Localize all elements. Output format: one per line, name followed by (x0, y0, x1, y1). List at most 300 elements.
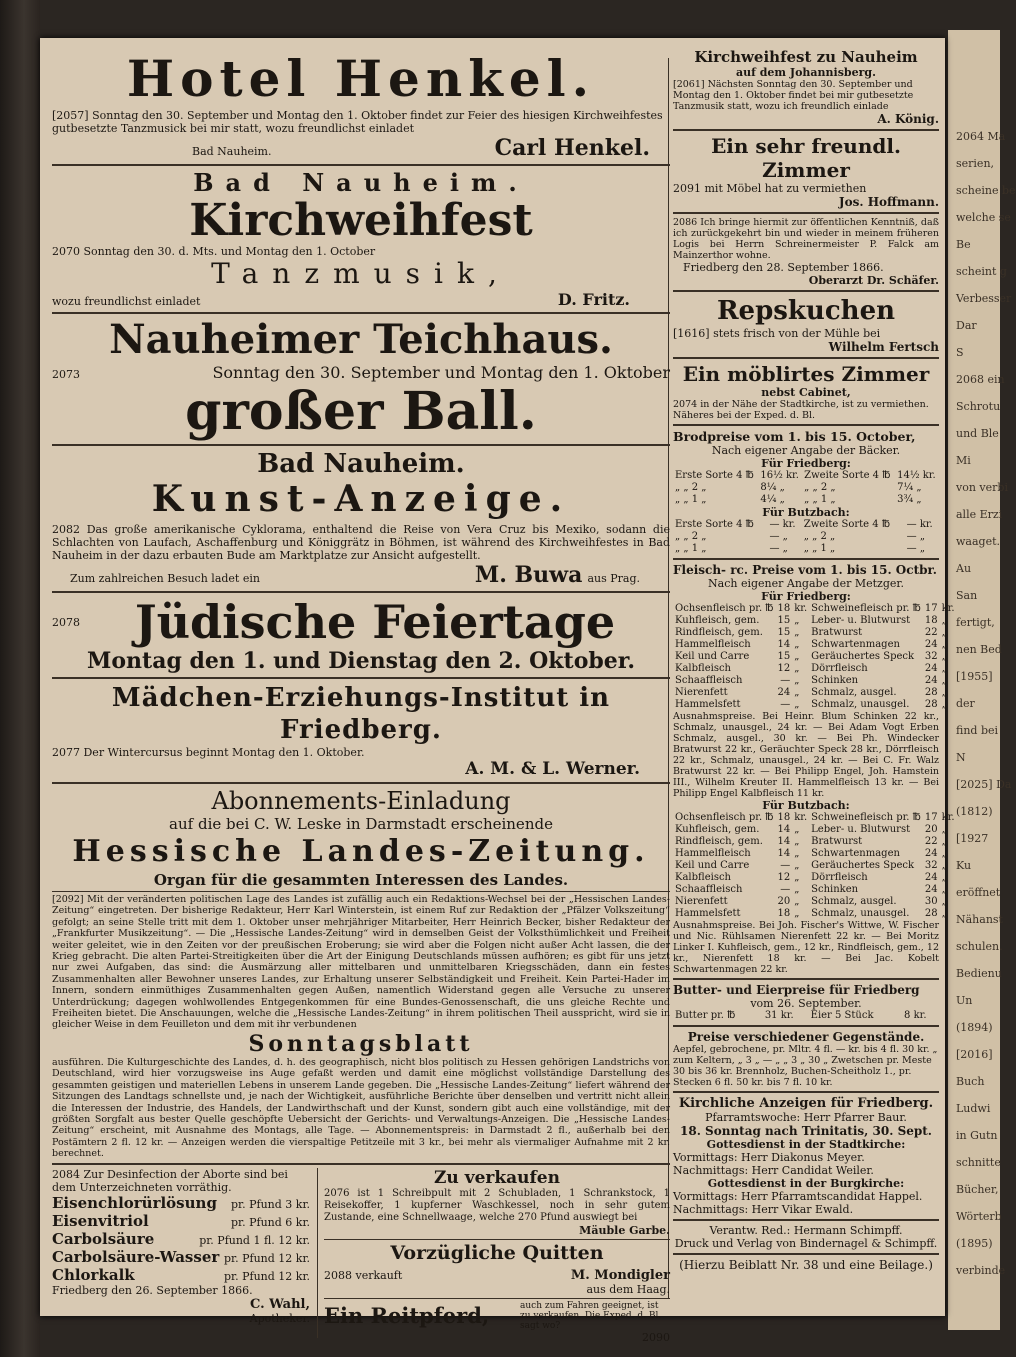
table-cell: Schmalz, ausgel. (811, 687, 897, 698)
table-cell: Schmalz, unausgel. (811, 699, 910, 710)
institut-text: 2077 Der Wintercursus beginnt Montag den 1. Oktober. (52, 746, 365, 759)
edge-fragment: welche se (956, 211, 1011, 224)
edge-fragment: fertigt, (956, 616, 995, 629)
table-cell: „ (794, 860, 800, 871)
kirche-burg-n: Nachmittags: Herr Vikar Ewald. (673, 1203, 854, 1216)
table-cell: — „ (906, 543, 925, 554)
table-cell: 24 (924, 872, 938, 883)
brod-butz-table (673, 519, 939, 555)
edge-fragment: Nähanst (956, 913, 1003, 926)
table-cell: „ (794, 687, 800, 698)
table-cell: 24 (924, 663, 938, 674)
table-row (673, 908, 957, 920)
book-binding (0, 0, 40, 1357)
edge-fragment: (1895) (956, 1237, 993, 1250)
table-cell: — (780, 699, 791, 710)
edge-fragment: (1812) (956, 805, 993, 818)
repskuchen-title: Repskuchen (716, 296, 896, 326)
table-row (673, 836, 957, 848)
fleisch-sub: Nach eigener Angabe der Metzger. (708, 577, 904, 590)
edge-fragment: S (956, 346, 964, 359)
schaefer-sign: Oberarzt Dr. Schäfer. (808, 274, 939, 287)
zimmer-sign: Jos. Hoffmann. (838, 195, 939, 209)
table-cell: Kalbfleisch (675, 663, 731, 674)
brod-title: Brodpreise vom 1. bis 15. October, (673, 429, 916, 444)
table-cell: — „ (769, 531, 788, 542)
kunst-place: Bad Nauheim. (257, 449, 465, 479)
table-cell: „ (941, 663, 947, 674)
table-row (673, 872, 957, 884)
table-row (673, 603, 957, 615)
table-cell: 17 (924, 603, 938, 614)
zimmer-text: 2091 mit Möbel hat zu vermiethen (673, 182, 867, 195)
edge-fragment: schnitte (956, 1156, 1001, 1169)
table-cell: 15 (777, 615, 791, 626)
zimmer-title: Ein sehr freundl. Zimmer (711, 134, 901, 182)
feiertage-title: Jüdische Feiertage (134, 595, 616, 649)
table-cell: 30 (924, 896, 938, 907)
edge-fragment: der (956, 697, 975, 710)
edge-fragment: Un (956, 994, 973, 1007)
table-cell: 14 (777, 836, 791, 847)
teichhaus-title: Nauheimer Teichhaus. (109, 316, 613, 363)
table-row (673, 812, 957, 824)
table-cell: 18 (777, 908, 791, 919)
table-cell: Schinken (811, 675, 859, 686)
edge-fragment: scheint g (956, 265, 1007, 278)
edge-fragment: verbinde (956, 1264, 1006, 1277)
table-cell: 12 (777, 872, 791, 883)
chlor-intro: 2084 Zur Desinfection der Aborte sind bei dem Unterzeichneten vorräthig. (52, 1167, 288, 1194)
table-cell: 22 (924, 627, 938, 638)
table-cell: „ „ 1 „ (675, 543, 707, 554)
table-cell: Hammelfleisch (675, 639, 751, 650)
table-cell: Erste Sorte 4 ℔ (675, 470, 754, 481)
abo-body2: ausführen. Die Kulturgeschichte des Landes, d. h. des geographisch, nicht blos politisch zu Hessen gehörigen Landstrichs von Deutschland, wird hier vorzugsweise ins Auge gefaßt werden und damit eine möglichst vollständige Darstellung des gesammten geistigen und materiellen Lebens in unserem Lande gegeben. Die „Hessische Landes-Zeitung“ liefert während der Sitzungen des Landtags schnellste und, je nach der Wichtigkeit, ausführliche Berichte über denselben und vertritt nicht allein die Interessen der Industrie, des Handels, der Landwirthschaft und der Kunst, sondern gibt auch eine vollständige, mit der größten Sorgfalt aus bester Quelle geschöpfte Uebersicht der Gerichts- und Verwaltungs-Anzeigen. Die „Hessische Landes-Zeitung“ erscheint, mit Ausnahme des Montags, alle Tage. — Abonnementspreis: in Darmstadt 2 fl., außerhalb bei den Postämtern 2 fl. 12 kr. — Anzeigen werden die vierspaltige Petitzeile mit 3 kr., bei mehr als viermaliger Aufnahme mit 2 kr. berechnet. (52, 1056, 670, 1160)
table-cell: kr. (941, 603, 955, 614)
newspaper-page (40, 38, 955, 1344)
right-column (673, 48, 955, 1272)
imprint-beilage: (Hierzu Beiblatt Nr. 38 und eine Beilage.) (679, 1258, 933, 1272)
kirche-burg-v: Vormittags: Herr Pfarramtscandidat Happel. (673, 1190, 923, 1203)
table-cell: Ochsenfleisch pr. ℔ (675, 812, 774, 823)
table-cell: „ (794, 675, 800, 686)
institut-sign: A. M. & L. Werner. (465, 759, 640, 779)
table-row (673, 470, 939, 482)
brod-butz: Für Butzbach: (762, 506, 850, 519)
butter-table (673, 1010, 939, 1022)
table-cell: „ „ 2 „ (675, 531, 707, 542)
chlor-item-price: pr. Pfund 12 kr. (224, 1269, 310, 1283)
rk-sub: auf dem Johannisberg. (736, 66, 876, 79)
reitpferd-title: Ein Reitpferd, (324, 1303, 490, 1329)
schaefer-date: Friedberg den 28. September 1866. (683, 261, 884, 274)
table-cell: Schweinefleisch pr. ℔ (811, 812, 921, 823)
table-cell: Zweite Sorte 4 ℔ (804, 470, 891, 481)
repskuchen-text: [1616] stets frisch von der Mühle bei (673, 327, 881, 340)
table-row (673, 896, 957, 908)
abo-body: [2092] Mit der veränderten politischen Lage des Landes ist zufällig auch ein Redaktions-Wechsel bei der „Hessischen Landes-Zeitung“ eingetreten. Der bisherige Redakteur, Herr Karl Winterstein, ist einem Ruf zur Redaktion der „Pfälzer Volkszeitung“ gefolgt; an seine Stelle tritt mit dem 1. Oktober unser mehrjähriger Mitarbeiter, Herr Heinrich Becker, bisher Redakteur der „Frankfurter Musikzeitung“. — Die „Hessische Landes-Zeitung“ wird in demselben Geist der Volksthümlichkeit und Freiheit weiter geleitet, wie in den Zeiten vor der preußischen Eroberung; sie wird aber die Folgen nicht außer Acht lassen, die der Krieg gebracht. Die alten Partei-Streitigkeiten über die Art der Einigung Deutschlands müssen aufhören; es gibt für uns jetzt nur zwei Aufgaben, das sind: die Ausmärzung aller mittelbaren und unmittelbaren Kriegsschäden, dann ein festes Zusammenhalten aller Bewohner unseres Landes, zur Erhaltung unserer Selbständigkeit und Freiheit. Kein Partei-Hader im Innern, sondern einmüthiges Zusammenhalten gegen Außen, namentlich Widerstand gegen alle Versuche zu unserer Unterdrückung; dagegen wohlwollendes Entgegenkommen für eine Bundes-Genossenschaft, die uns gleiche Rechte und Freiheiten bietet. Die Anschauungen, welche die „Hessische Landes-Zeitung“ in ihrem politischen Theil ausspricht, wird sie in gleicher Weise in dem Feuilleton und dem mit ihr verbundenen (52, 894, 670, 1031)
table-cell: „ (794, 824, 800, 835)
table-cell: Kuhfleisch, gem. (675, 615, 760, 626)
table-row (673, 699, 957, 711)
chlor-item-name: Carbolsäure (52, 1229, 155, 1248)
henkel-title: Hotel Henkel. (126, 49, 596, 108)
teichhaus-num: 2073 (52, 368, 80, 381)
table-row (673, 494, 939, 506)
table-cell: 31 kr. (764, 1010, 794, 1021)
edge-fragment: Wörterb (956, 1210, 1002, 1223)
table-cell: „ (794, 848, 800, 859)
table-cell: kr. (941, 812, 955, 823)
table-cell: Rindfleisch, gem. (675, 836, 763, 847)
edge-fragment: 2068 ein (956, 373, 1005, 386)
table-cell: 18 (777, 812, 791, 823)
quitten-from: aus dem Haag. (586, 1282, 670, 1296)
table-cell: „ (794, 651, 800, 662)
table-cell: „ „ 1 „ (803, 543, 836, 554)
edge-fragment: Verbesser (956, 292, 1012, 305)
chlor-sign: C. Wahl, (250, 1296, 310, 1312)
table-cell: Kalbfleisch (675, 872, 731, 883)
table-cell: 32 (924, 651, 938, 662)
table-row (673, 1010, 939, 1022)
table-cell: „ (941, 824, 947, 835)
abo-organ: Organ für die gesammten Interessen des Landes. (153, 871, 569, 889)
chlor-item-price: pr. Pfund 1 fl. 12 kr. (199, 1233, 310, 1247)
quitten-title: Vorzügliche Quitten (390, 1241, 604, 1264)
feiertage-num: 2078 (52, 615, 80, 629)
edge-fragment: eröffnet (956, 886, 1001, 899)
chlor-item-price: pr. Pfund 12 kr. (224, 1251, 310, 1265)
table-cell: Rindfleisch, gem. (675, 627, 763, 638)
table-cell: „ „ 1 „ (675, 494, 707, 505)
table-cell: „ „ 2 „ (675, 482, 707, 493)
edge-fragment: von verbi (956, 481, 1008, 494)
table-cell: 28 (924, 687, 938, 698)
fleisch-fried: Für Friedberg: (761, 590, 851, 603)
teichhaus-text: Sonntag den 30. September und Montag den 1. Oktober (212, 363, 670, 382)
chlor-date: Friedberg den 26. September 1866. (52, 1283, 253, 1297)
edge-fragment: [1927 (956, 832, 989, 845)
fleisch-fried-table (673, 603, 957, 711)
table-row (673, 639, 957, 651)
table-cell: 24 (924, 639, 938, 650)
rk-title: Kirchweihfest zu Nauheim (694, 48, 918, 66)
edge-fragment: Be (956, 238, 971, 251)
edge-fragment: waaget. (956, 535, 1000, 548)
table-cell: Eier 5 Stück (810, 1010, 874, 1021)
table-cell: 3¾ „ (897, 494, 922, 505)
edge-fragment: serien, (956, 157, 995, 170)
left-column (52, 48, 670, 1344)
schaefer-text: 2086 Ich bringe hiermit zur öffentlichen Kenntniß, daß ich zurückgekehrt bin und wieder in meinem früheren Logis bei Herrn Schreinermeister P. Falck am Mainzerthor wohne. (673, 217, 939, 261)
chlor-item-name: Chlorkalk (52, 1265, 135, 1284)
table-cell: „ (941, 908, 947, 919)
imprint-red: Verantw. Red.: Hermann Schimpff. (709, 1224, 903, 1237)
table-cell: Nierenfett (675, 896, 728, 907)
table-row (673, 663, 957, 675)
table-cell: Schinken (811, 884, 859, 895)
table-cell: Schmalz, ausgel. (811, 896, 897, 907)
table-cell: 7¼ „ (897, 482, 922, 493)
kirchweih-sign: D. Fritz. (557, 290, 630, 309)
table-cell: „ (941, 884, 947, 895)
edge-fragment: find bei (956, 724, 999, 737)
feiertage-dates: Montag den 1. und Dienstag den 2. Oktober. (87, 648, 635, 674)
table-cell: — „ (769, 543, 788, 554)
kirchweih-text: 2070 Sonntag den 30. d. Mts. und Montag den 1. October (52, 245, 376, 258)
table-cell: 32 (924, 860, 938, 871)
table-cell: „ (941, 848, 947, 859)
table-row (673, 627, 957, 639)
chlor-item-name: Eisenvitriol (52, 1211, 149, 1230)
table-cell: „ (794, 908, 800, 919)
table-cell: — kr. (769, 519, 796, 530)
kirchweih-place: Bad Nauheim. (193, 168, 529, 197)
table-row (673, 675, 957, 687)
table-cell: Schwartenmagen (811, 848, 900, 859)
table-cell: „ (941, 896, 947, 907)
table-cell: „ (941, 627, 947, 638)
table-cell: 18 (777, 603, 791, 614)
table-cell: 12 (777, 663, 791, 674)
table-cell: „ (794, 663, 800, 674)
imprint-druck: Druck und Verlag von Bindernagel & Schimpff. (674, 1237, 938, 1250)
table-cell: „ (941, 872, 947, 883)
table-cell: Kuhfleisch, gem. (675, 824, 760, 835)
table-cell: Bratwurst (811, 836, 863, 847)
table-cell: „ „ 2 „ (803, 531, 836, 542)
reitpferd-note: auch zum Fahren geeignet, ist zu verkaufen. Die Exped. d. Bl. sagt wo? (520, 1300, 662, 1331)
chlor-item-name: Carbolsäure-Wasser (52, 1247, 220, 1266)
chlor-role: Apotheker. (249, 1311, 310, 1325)
abo-title: Abonnements-Einladung (211, 787, 511, 815)
quitten-text: 2088 verkauft (324, 1268, 403, 1282)
table-row (673, 860, 957, 872)
table-cell: — (780, 884, 791, 895)
edge-fragment: [2025] Da (956, 778, 1012, 791)
edge-fragment: nen Bed (956, 643, 1002, 656)
table-cell: „ (794, 699, 800, 710)
table-cell: Nierenfett (675, 687, 728, 698)
table-row (673, 824, 957, 836)
table-row (673, 848, 957, 860)
table-cell: 14 (777, 824, 791, 835)
table-row (673, 651, 957, 663)
table-cell: „ (794, 884, 800, 895)
institut-title: Mädchen-Erziehungs-Institut in Friedberg. (111, 683, 611, 745)
table-cell: Dörrfleisch (811, 872, 868, 883)
kirchweih-tanz: Tanzmusik, (211, 257, 511, 290)
table-cell: „ (941, 687, 947, 698)
kirche-sunday: 18. Sonntag nach Trinitatis, 30. Sept. (680, 1124, 932, 1138)
henkel-text: [2057] Sonntag den 30. September und Montag den 1. Oktober findet zur Feier des hiesigen Kirchweihfestes gutbesetzte Tanzmusick bei mir statt, wozu freundlichst einladet (52, 109, 663, 135)
edge-fragment: 2064 Ma (956, 130, 1006, 143)
edge-fragment: alle Erzi (956, 508, 1003, 521)
brod-sub: Nach eigener Angabe der Bäcker. (711, 444, 901, 457)
verkaufen-sign: Mäuble Garbe. (579, 1223, 670, 1237)
table-cell: Schaaffleisch (675, 884, 743, 895)
table-row (673, 519, 939, 531)
edge-fragment: Ku (956, 859, 972, 872)
fleisch-title: Fleisch- rc. Preise vom 1. bis 15. Octbr. (673, 563, 937, 577)
table-cell: 20 (924, 824, 938, 835)
edge-fragment: Schrotu (956, 400, 1001, 413)
reitpferd-num: 2090 (642, 1330, 670, 1344)
table-cell: Schwartenmagen (811, 639, 900, 650)
table-row (673, 615, 957, 627)
table-cell: — „ (906, 531, 925, 542)
kirchweih-invite: wozu freundlichst einladet (52, 295, 201, 308)
fleisch-butz-table (673, 812, 957, 920)
table-cell: 16½ kr. (760, 470, 799, 481)
edge-fragment: schulen. (956, 940, 1003, 953)
table-cell: Ochsenfleisch pr. ℔ (675, 603, 774, 614)
quitten-sign: M. Mondigler (570, 1267, 670, 1283)
table-cell: 4¼ „ (760, 494, 785, 505)
chlor-item-price: pr. Pfund 3 kr. (231, 1197, 310, 1211)
table-cell: „ (794, 872, 800, 883)
table-cell: Leber- u. Blutwurst (811, 824, 911, 835)
edge-fragment: und Ble (956, 427, 999, 440)
verkaufen-ad (324, 1168, 670, 1344)
table-cell: „ (941, 615, 947, 626)
moebl-text: 2074 in der Nähe der Stadtkirche, ist zu vermiethen. Näheres bei der Exped. d. Bl. (673, 399, 929, 421)
kunst-sign: M. Buwa (474, 562, 583, 588)
table-cell: 15 (777, 651, 791, 662)
rk-sign: A. König. (877, 112, 939, 126)
table-cell: „ (794, 896, 800, 907)
table-cell: 8 kr. (904, 1010, 927, 1021)
edge-fragment: scheine be (956, 184, 1016, 197)
table-row (673, 482, 939, 494)
table-cell: 18 (924, 615, 938, 626)
table-cell: — (780, 675, 791, 686)
table-cell: 17 (924, 812, 938, 823)
table-cell: 28 (924, 699, 938, 710)
table-cell: 24 (924, 675, 938, 686)
box-divider (317, 1168, 318, 1338)
edge-fragment: Ludwi (956, 1102, 991, 1115)
edge-fragment: Mi (956, 454, 971, 467)
table-cell: „ (941, 836, 947, 847)
table-cell: 22 (924, 836, 938, 847)
kirche-stadt-v: Vormittags: Herr Diakonus Meyer. (673, 1151, 865, 1164)
kirche-pfarr: Pfarramtswoche: Herr Pfarrer Baur. (705, 1111, 907, 1124)
table-cell: „ (794, 836, 800, 847)
butter-title: Butter- und Eierpreise für Friedberg (673, 983, 920, 997)
table-cell: 28 (924, 908, 938, 919)
table-cell: 14 (777, 639, 791, 650)
table-row (673, 531, 939, 543)
abo-paper: Hessische Landes-Zeitung. (72, 834, 650, 869)
chlor-item-price: pr. Pfund 6 kr. (231, 1215, 310, 1229)
abo-sub: auf die bei C. W. Leske in Darmstadt erscheinende (169, 815, 553, 833)
table-cell: — (780, 860, 791, 871)
edge-fragment: Buch (956, 1075, 985, 1088)
edge-fragment: [1955] (956, 670, 993, 683)
preise-text: Aepfel, gebrochene, pr. Mltr. 4 fl. — kr. bis 4 fl. 30 kr. „ zum Keltern, „ 3 „ — „ „ 3 „ 30 „ Zwetschen pr. Meste 30 bis 36 kr. Brennholz, Buchen-Scheitholz 1., pr. Stecken 6 fl. 50 kr. bis 7 fl. 10 kr. (673, 1044, 938, 1088)
table-cell: Leber- u. Blutwurst (811, 615, 911, 626)
table-cell: „ (794, 639, 800, 650)
table-cell: 14½ kr. (897, 470, 936, 481)
abo-sonntag: Sonntagsblatt (248, 1030, 474, 1057)
edge-fragment: Dar (956, 319, 977, 332)
brod-fried: Für Friedberg: (761, 457, 851, 470)
kirche-stadt-n: Nachmittags: Herr Candidat Weiler. (673, 1164, 874, 1177)
table-cell: Hammelsfett (675, 699, 741, 710)
kirche-burg: Gottesdienst in der Burgkirche: (707, 1177, 905, 1190)
table-row (673, 687, 957, 699)
table-cell: „ (941, 699, 947, 710)
chlor-item-name: Eisenchlorürlösung (52, 1193, 217, 1212)
edge-fragment: N (956, 751, 966, 764)
table-cell: 24 (924, 884, 938, 895)
table-cell: „ „ 1 „ (804, 494, 836, 505)
table-cell: Hammelfleisch (675, 848, 751, 859)
preise-title: Preise verschiedener Gegenstände. (687, 1030, 925, 1044)
kirche-title: Kirchliche Anzeigen für Friedberg. (678, 1096, 934, 1111)
table-cell: 14 (777, 848, 791, 859)
edge-fragment: Bedienu (956, 967, 1002, 980)
table-cell: „ (941, 651, 947, 662)
table-cell: „ (794, 627, 800, 638)
fleisch-butz-exc: Ausnahmspreise. Bei Joh. Fischer's Wittwe, W. Fischer und Nic. Rühlsamen Nierenfett 22 kr. — Bei Moritz Linker I. Kuhfleisch, gem., 12 kr., Rindfleisch, gem., 12 kr., Nierenfett 18 kr. — Bei Jac. Kobelt Schwartenmagen 22 kr. (673, 920, 939, 975)
table-cell: „ „ 2 „ (804, 482, 836, 493)
edge-fragment: [2016] (956, 1048, 993, 1061)
edge-fragment: (1894) (956, 1021, 993, 1034)
table-cell: kr. (794, 603, 808, 614)
edge-fragment: San (956, 589, 978, 602)
table-cell: 8¼ „ (760, 482, 785, 493)
table-cell: Dörrfleisch (811, 663, 868, 674)
table-cell: Butter pr. ℔ (675, 1010, 736, 1021)
kunst-text: 2082 Das große amerikanische Cyklorama, enthaltend die Reise von Vera Cruz bis Mexiko, sodann die Schlachten von Laufach, Aschaffenburg und Königgrätz in Böhmen, ist während des Kirchweihfestes in Bad Nauheim in der dazu erbauten Bude am Marktplatze zur Ansicht aufgestellt. (52, 523, 670, 562)
repskuchen-sign: Wilhelm Fertsch (828, 340, 939, 354)
verkaufen-text: 2076 ist 1 Schreibpult mit 2 Schubladen, 1 Schrankstock, 1 Reisekoffer, 1 kupferner Waschkessel, noch in sehr gutem Zustande, eine Schnellwaage, welche 270 Pfund auswiegt bei (324, 1187, 670, 1223)
fleisch-butz: Für Butzbach: (762, 799, 850, 812)
table-cell: kr. (794, 812, 808, 823)
table-row (673, 543, 939, 555)
fleisch-fried-exc: Ausnahmspreise. Bei Heinr. Blum Schinken 22 kr., Schmalz, unausgel., 24 kr. — Bei Adam Vogt Erben Schmalz, ausgel., 30 kr. — Bei Ph. Windecker Bratwurst 22 kr., Geräuchter Speck 28 kr., Dörrfleisch 22 kr., Schmalz, unausgel., 24 kr. — Bei C. Fr. Walz Bratwurst 22 kr. — Bei Philipp Engel, Joh. Hamstein III., Wilhelm Kreuter II. Hammelfleisch 13 kr. — Bei Philipp Engel Kalbfleisch 11 kr. (673, 711, 939, 799)
table-cell: Geräuchertes Speck (811, 860, 915, 871)
moebl-title: Ein möblirtes Zimmer (682, 362, 930, 386)
table-row (673, 884, 957, 896)
edge-fragment: Au (956, 562, 972, 575)
table-cell: 24 (924, 848, 938, 859)
table-cell: Bratwurst (811, 627, 863, 638)
edge-fragment: Bücher, (956, 1183, 999, 1196)
table-cell: Schmalz, unausgel. (811, 908, 910, 919)
table-cell: Schaaffleisch (675, 675, 743, 686)
kunst-from: aus Prag. (587, 572, 640, 585)
rk-text: [2061] Nächsten Sonntag den 30. September und Montag den 1. Oktober findet bei mir gutbesetzte Tanzmusik statt, wozu ich freundlich einlade (673, 79, 914, 112)
kunst-invite: Zum zahlreichen Besuch ladet ein (70, 572, 260, 585)
table-cell: Hammelsfett (675, 908, 741, 919)
kunst-title: Kunst-Anzeige. (151, 478, 571, 520)
chlor-ad (52, 1168, 310, 1325)
table-cell: 24 (777, 687, 791, 698)
edge-fragment: in Gutn (956, 1129, 998, 1142)
moebl-sub: nebst Cabinet, (761, 386, 851, 399)
table-cell: — kr. (906, 519, 933, 530)
chlor-items (52, 1194, 310, 1284)
table-cell: Keil und Carre (675, 860, 750, 871)
table-cell: Erste Sorte 4 ℔ (675, 519, 754, 530)
teichhaus-ball: großer Ball. (185, 381, 537, 442)
table-cell: Keil und Carre (675, 651, 750, 662)
